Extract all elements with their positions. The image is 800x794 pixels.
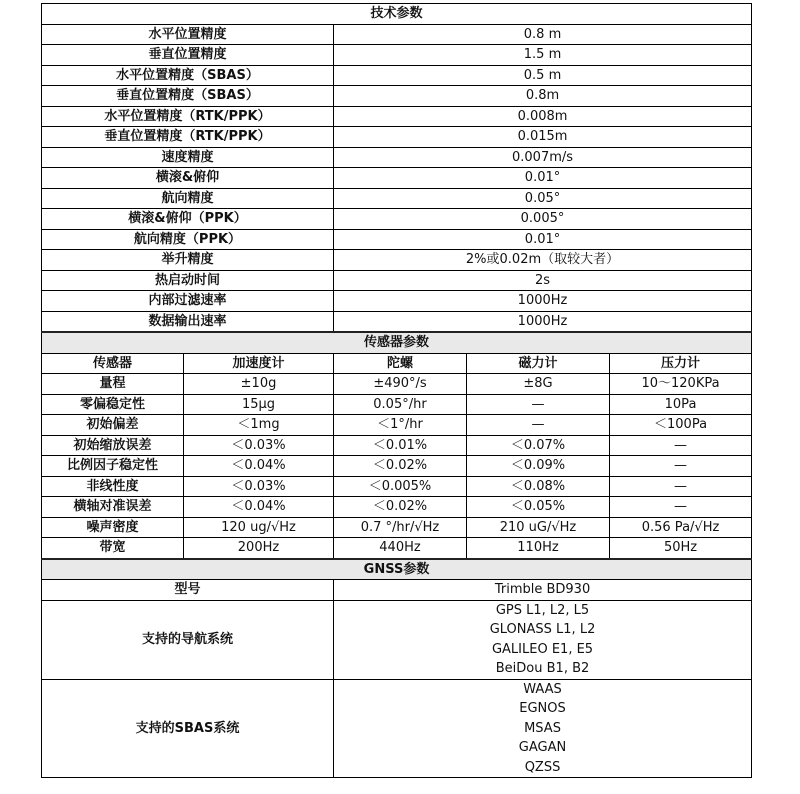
tech-row-value: 2s: [334, 270, 752, 291]
tech-section-title: 技术参数: [42, 4, 752, 25]
sensor-row-value: 440Hz: [334, 538, 467, 559]
sensor-row-value: 0.56 Pa/√Hz: [610, 517, 752, 538]
sensor-row-value: ＜1mg: [184, 415, 334, 436]
tech-row: [42, 250, 752, 271]
tech-row: [42, 147, 752, 168]
tech-row-value: 0.015m: [334, 127, 752, 148]
gnss-model-value: Trimble BD930: [334, 580, 752, 601]
sensor-row-value: —: [467, 415, 610, 436]
sensor-row-value: 10Pa: [610, 394, 752, 415]
tech-row: [42, 168, 752, 189]
sensor-row-value: 15μg: [184, 394, 334, 415]
sensor-row-label: 零偏稳定性: [42, 394, 184, 415]
sensor-column-header: 加速度计: [184, 353, 334, 374]
sensor-row-value: ＜0.01%: [334, 435, 467, 456]
sensor-row: [42, 394, 752, 415]
sensor-row-value: 210 uG/√Hz: [467, 517, 610, 538]
tech-row-label: 航向精度（PPK）: [42, 229, 334, 250]
sensor-row-value: ＜0.07%: [467, 435, 610, 456]
sensor-column-header: 陀螺: [334, 353, 467, 374]
sensor-section-header: [42, 332, 752, 353]
tech-row-label: 横滚&俯仰: [42, 168, 334, 189]
tech-row: [42, 86, 752, 107]
gnss-sbas-label: 支持的SBAS系统: [42, 679, 334, 778]
tech-row-value: 1000Hz: [334, 311, 752, 332]
spec-table-body: [42, 4, 752, 778]
tech-section-header: [42, 4, 752, 25]
sensor-row-label: 带宽: [42, 538, 184, 559]
gnss-sbas-values-item: MSAS: [524, 720, 561, 736]
sensor-row-value: —: [610, 456, 752, 477]
sensor-row-label: 量程: [42, 374, 184, 395]
sensor-row-value: —: [610, 497, 752, 518]
gnss-sbas-values-item: WAAS: [523, 681, 562, 697]
tech-row: [42, 24, 752, 45]
tech-row: [42, 45, 752, 66]
tech-row-label: 横滚&俯仰（PPK）: [42, 209, 334, 230]
sensor-row-label: 初始缩放误差: [42, 435, 184, 456]
sensor-row-value: 0.05°/hr: [334, 394, 467, 415]
tech-row-value: 0.05°: [334, 188, 752, 209]
sensor-row-label: 比例因子稳定性: [42, 456, 184, 477]
sensor-row: [42, 374, 752, 395]
gnss-nav-values: [334, 600, 752, 679]
tech-row-value: 0.5 m: [334, 65, 752, 86]
gnss-nav-values-item: GPS L1, L2, L5: [495, 602, 590, 618]
tech-row-label: 水平位置精度: [42, 24, 334, 45]
tech-row-value: 0.007m/s: [334, 147, 752, 168]
sensor-column-headers: [42, 353, 752, 374]
tech-row-value: 2%或0.02m（取较大者）: [334, 250, 752, 271]
gnss-section-header: [42, 559, 752, 580]
sensor-column-header: 磁力计: [467, 353, 610, 374]
gnss-nav-row: [42, 600, 752, 679]
sensor-row-label: 噪声密度: [42, 517, 184, 538]
tech-row-label: 垂直位置精度: [42, 45, 334, 66]
tech-row: [42, 311, 752, 332]
tech-row: [42, 127, 752, 148]
sensor-row-value: ＜0.02%: [334, 497, 467, 518]
tech-row-label: 数据输出速率: [42, 311, 334, 332]
sensor-row-value: ＜0.03%: [184, 435, 334, 456]
sensor-row-label: 初始偏差: [42, 415, 184, 436]
sensor-row: [42, 517, 752, 538]
tech-row-value: 0.005°: [334, 209, 752, 230]
tech-row: [42, 106, 752, 127]
sensor-row-value: 120 ug/√Hz: [184, 517, 334, 538]
gnss-model-label: 型号: [42, 580, 334, 601]
tech-row-label: 热启动时间: [42, 270, 334, 291]
tech-row: [42, 65, 752, 86]
sensor-row-value: ±490°/s: [334, 374, 467, 395]
sensor-row: [42, 538, 752, 559]
gnss-nav-values-item: BeiDou B1, B2: [495, 661, 590, 676]
gnss-sbas-values-item: QZSS: [524, 759, 561, 775]
tech-row-label: 速度精度: [42, 147, 334, 168]
gnss-sbas-row: [42, 679, 752, 778]
gnss-nav-values-item: GLONASS L1, L2: [489, 622, 596, 637]
gnss-sbas-values-item: EGNOS: [519, 701, 566, 716]
sensor-row-value: 0.7 °/hr/√Hz: [334, 517, 467, 538]
tech-row-label: 航向精度: [42, 188, 334, 209]
tech-row-value: 0.01°: [334, 168, 752, 189]
sensor-row-label: 横轴对准误差: [42, 497, 184, 518]
sensor-row-value: ＜0.005%: [334, 476, 467, 497]
sensor-row-value: ＜0.02%: [334, 456, 467, 477]
sensor-row-value: ＜0.08%: [467, 476, 610, 497]
sensor-row-value: 110Hz: [467, 538, 610, 559]
sensor-row-value: ＜0.03%: [184, 476, 334, 497]
sensor-row: [42, 456, 752, 477]
tech-row-label: 举升精度: [42, 250, 334, 271]
sensor-row-value: ＜0.04%: [184, 456, 334, 477]
gnss-sbas-values-item: GAGAN: [518, 740, 567, 755]
sensor-row-label: 非线性度: [42, 476, 184, 497]
sensor-row: [42, 435, 752, 456]
sensor-row: [42, 415, 752, 436]
gnss-nav-values-item: GALILEO E1, E5: [491, 641, 594, 657]
tech-row: [42, 291, 752, 312]
sensor-row-value: 200Hz: [184, 538, 334, 559]
sensor-row-value: ＜1°/hr: [334, 415, 467, 436]
tech-row-value: 1000Hz: [334, 291, 752, 312]
tech-row-value: 0.8m: [334, 86, 752, 107]
tech-row-value: 0.01°: [334, 229, 752, 250]
sensor-column-header: 传感器: [42, 353, 184, 374]
tech-row-value: 0.008m: [334, 106, 752, 127]
sensor-row-value: ＜0.05%: [467, 497, 610, 518]
tech-row-label: 垂直位置精度（RTK/PPK）: [42, 127, 334, 148]
gnss-section-title: GNSS参数: [42, 559, 752, 580]
sensor-row-value: —: [610, 435, 752, 456]
sensor-row-value: 10～120KPa: [610, 374, 752, 395]
sensor-column-header: 压力计: [610, 353, 752, 374]
tech-row-label: 水平位置精度（SBAS）: [42, 65, 334, 86]
tech-row-label: 垂直位置精度（SBAS）: [42, 86, 334, 107]
sensor-section-title: 传感器参数: [42, 332, 752, 353]
sensor-row-value: ＜100Pa: [610, 415, 752, 436]
gnss-nav-label: 支持的导航系统: [42, 600, 334, 679]
sensor-row-value: ＜0.04%: [184, 497, 334, 518]
tech-row: [42, 188, 752, 209]
tech-row-value: 0.8 m: [334, 24, 752, 45]
spec-table: [41, 3, 752, 778]
tech-row-label: 水平位置精度（RTK/PPK）: [42, 106, 334, 127]
sensor-row: [42, 476, 752, 497]
gnss-sbas-values: [334, 679, 752, 778]
tech-row-value: 1.5 m: [334, 45, 752, 66]
tech-row: [42, 270, 752, 291]
sensor-row-value: —: [467, 394, 610, 415]
gnss-model-row: [42, 580, 752, 601]
sensor-row-value: ＜0.09%: [467, 456, 610, 477]
sensor-row-value: ±10g: [184, 374, 334, 395]
sensor-row-value: —: [610, 476, 752, 497]
tech-row: [42, 209, 752, 230]
tech-row-label: 内部过滤速率: [42, 291, 334, 312]
sensor-row-value: ±8G: [467, 374, 610, 395]
sensor-row-value: 50Hz: [610, 538, 752, 559]
tech-row: [42, 229, 752, 250]
sensor-row: [42, 497, 752, 518]
